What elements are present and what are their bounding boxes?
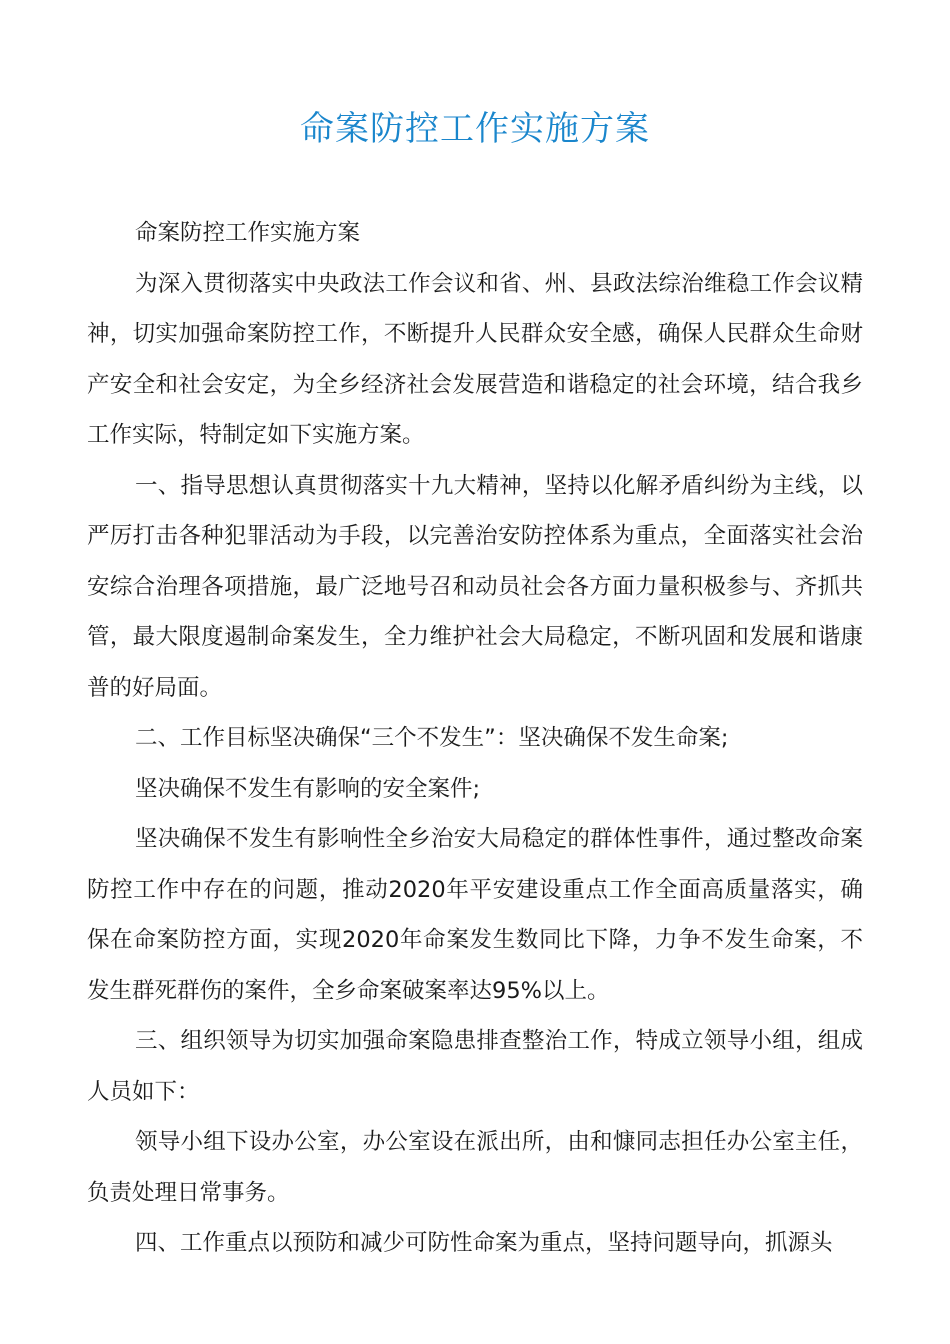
paragraph-organization: 三、组织领导为切实加强命案隐患排查整治工作，特成立领导小组，组成人员如下： (87, 1028, 863, 1105)
paragraph-subtitle: 命案防控工作实施方案 (135, 220, 361, 246)
paragraph-guiding-ideology: 一、指导思想认真贯彻落实十九大精神，坚持以化解矛盾纠纷为主线，以严厉打击各种犯罪活动为手段，以完善治安防控体系为重点，全面落实社会治安综合治理各项措施，最广泛地号召和动员社会各方面力量积极参与、齐抓共管，最大限度遏制命案发生，全力维护社会大局稳定，不断巩固和发展和谐康普的好局面。 (87, 472, 863, 701)
paragraph-work-goal: 二、工作目标坚决确保“三个不发生”：坚决确保不发生命案; (135, 725, 729, 751)
document-title: 命案防控工作实施方案 (300, 109, 650, 149)
document-body (87, 208, 863, 1269)
paragraph-office: 领导小组下设办公室，办公室设在派出所，由和慷同志担任办公室主任，负责处理日常事务。 (87, 1129, 863, 1206)
paragraph-intro: 为深入贯彻落实中央政法工作会议和省、州、县政法综治维稳工作会议精神，切实加强命案防控工作，不断提升人民群众安全感，确保人民群众生命财产安全和社会安定，为全乡经济社会发展营造和谐稳定的社会环境，结合我乡工作实际，特制定如下实施方案。 (87, 270, 863, 448)
paragraph-goal-three: 坚决确保不发生有影响性全乡治安大局稳定的群体性事件，通过整改命案防控工作中存在的问题，推动2020年平安建设重点工作全面高质量落实，确保在命案防控方面，实现2020年命案发生数同比下降，力争不发生命案，不发生群死群伤的案件，全乡命案破案率达95%以上。 (87, 826, 863, 1004)
paragraph-goal-two: 坚决确保不发生有影响的安全案件; (135, 775, 481, 802)
paragraph-work-focus: 四、工作重点以预防和减少可防性命案为重点，坚持问题导向，抓源头 (135, 1230, 833, 1256)
